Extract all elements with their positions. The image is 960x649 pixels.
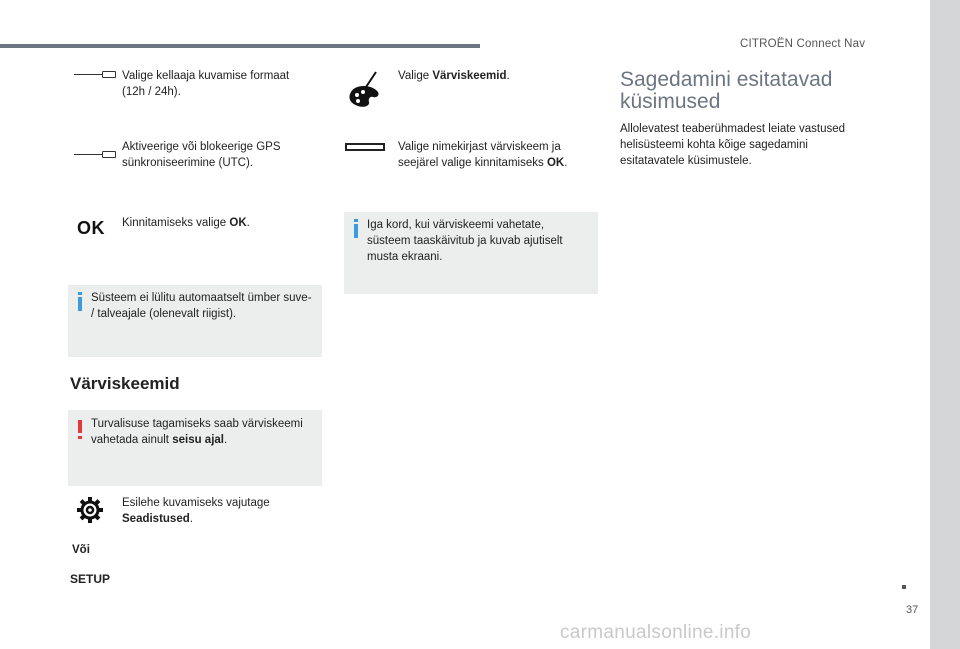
header-rule [0, 44, 480, 48]
warning-text: Turvalisuse tagamiseks saab värviskeemi vahetada ainult seisu ajal. [91, 418, 303, 446]
ok-icon: OK [77, 218, 105, 238]
note-box [68, 285, 322, 357]
slider-icon [74, 151, 116, 159]
faq-text: Allolevatest teaberühmadest leiate vastused helisüsteemi kohta kõige sagedamini esitatavatele küsimustele. [620, 123, 846, 167]
note-box [344, 212, 598, 294]
page-marker [902, 585, 906, 589]
brand-header: CITROËN Connect Nav [740, 38, 866, 50]
or-label: Või [72, 544, 90, 556]
page-number: 37 [906, 604, 919, 616]
side-tab [930, 0, 960, 649]
section-heading: Värviskeemid [70, 374, 180, 393]
gear-icon [76, 496, 104, 524]
select-scheme-text: Valige Värviskeemid. [398, 70, 510, 82]
setup-button-label: SETUP [70, 572, 111, 586]
watermark: carmanualsonline.info [560, 622, 752, 643]
settings-text: Esilehe kuvamiseks vajutage Seadistused. [122, 497, 270, 525]
select-from-list-text: Valige nimekirjast värviskeem ja seejärel valige kinnitamiseks OK. [398, 141, 568, 169]
palette-icon [346, 70, 382, 110]
faq-title: Sagedamini esitatavad küsimused [620, 68, 833, 113]
confirm-text: Kinnitamiseks valige OK. [122, 217, 250, 229]
gps-sync-text: Aktiveerige või blokeerige GPS sünkroniseerimine (UTC). [122, 141, 281, 169]
note-text: Iga kord, kui värviskeemi vahetate, süsteem taaskäivitub ja kuvab ajutiselt musta ekraani. [367, 219, 563, 263]
note-text: Süsteem ei lülitu automaatselt ümber suve- / talveajale (olenevalt riigist). [91, 292, 312, 320]
slider-icon [74, 71, 116, 79]
list-item-icon [345, 143, 385, 151]
clock-format-text: Valige kellaaja kuvamise formaat (12h / 24h). [122, 70, 290, 98]
warning-box [68, 410, 322, 486]
